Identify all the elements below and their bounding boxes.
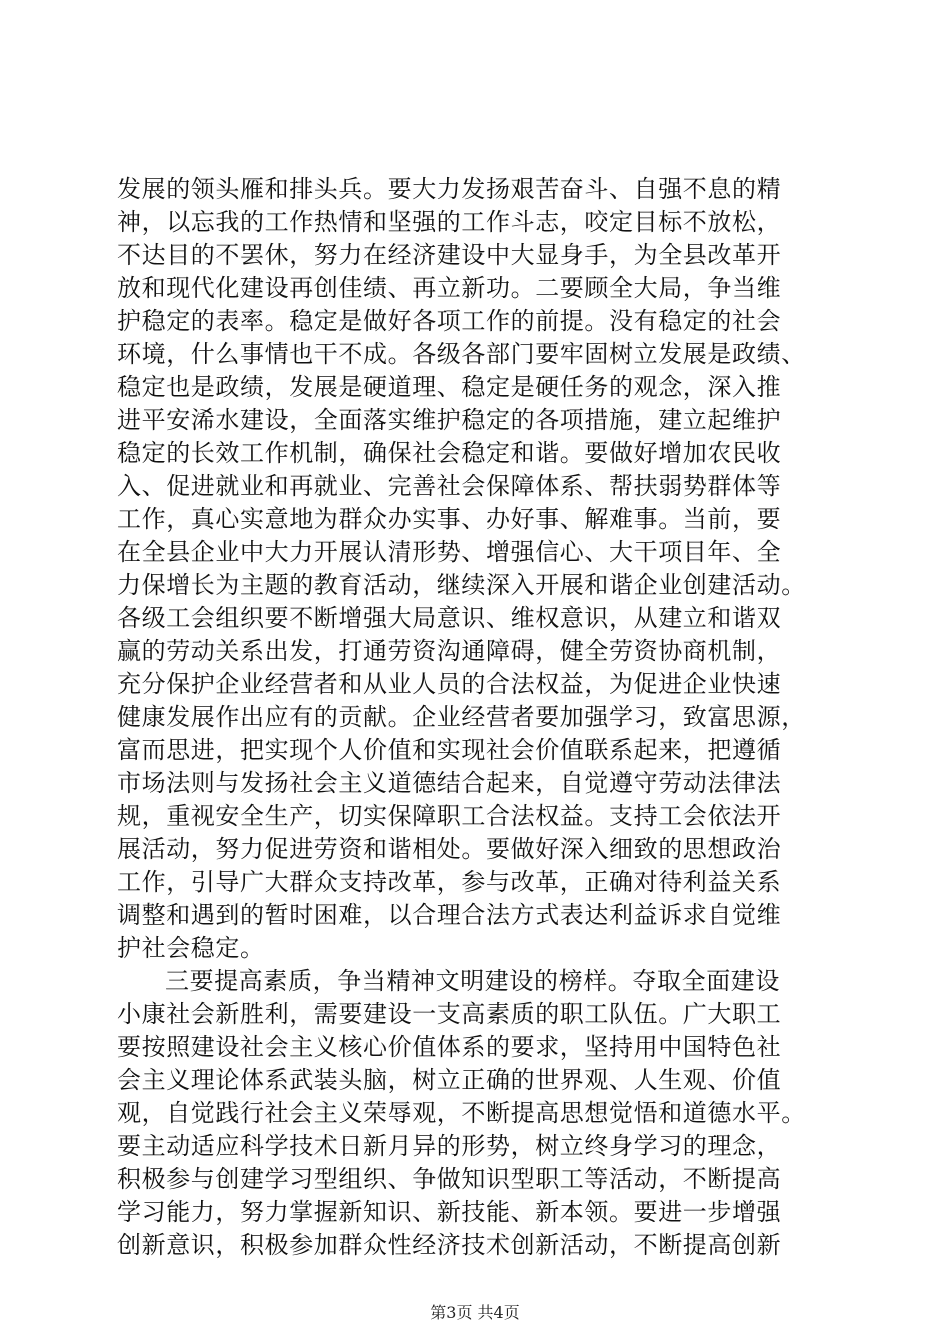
text-line: 展活动，努力促进劳资和谐相处。要做好深入细致的思想政治 — [117, 835, 782, 863]
text-line: 创新意识，积极参加群众性经济技术创新活动，不断提高创新 — [117, 1231, 782, 1259]
document-body — [117, 173, 855, 1262]
paragraph-start-line: 三要提高素质，争当精神文明建设的榜样。夺取全面建设 — [165, 967, 780, 995]
text-line: 要按照建设社会主义核心价值体系的要求，坚持用中国特色社 — [117, 1033, 782, 1061]
text-line: 稳定的长效工作机制，确保社会稳定和谐。要做好增加农民收 — [117, 439, 782, 467]
text-line: 护社会稳定。 — [117, 934, 265, 962]
text-line: 神，以忘我的工作热情和坚强的工作斗志，咬定目标不放松， — [117, 208, 782, 236]
text-line: 放和现代化建设再创佳绩、再立新功。二要顾全大局，争当维 — [117, 274, 782, 302]
text-line: 在全县企业中大力开展认清形势、增强信心、大干项目年、全 — [117, 538, 782, 566]
text-line: 护稳定的表率。稳定是做好各项工作的前提。没有稳定的社会 — [117, 307, 782, 335]
text-line: 规，重视安全生产，切实保障职工合法权益。支持工会依法开 — [117, 802, 782, 830]
text-line: 环境，什么事情也干不成。各级各部门要牢固树立发展是政绩、 — [117, 340, 806, 368]
text-line: 赢的劳动关系出发，打通劳资沟通障碍，健全劳资协商机制， — [117, 637, 782, 665]
text-line: 积极参与创建学习型组织、争做知识型职工等活动，不断提高 — [117, 1165, 782, 1193]
text-line: 会主义理论体系武装头脑，树立正确的世界观、人生观、价值 — [117, 1066, 782, 1094]
text-line: 健康发展作出应有的贡献。企业经营者要加强学习，致富思源， — [117, 703, 806, 731]
text-line: 充分保护企业经营者和从业人员的合法权益，为促进企业快速 — [117, 670, 782, 698]
text-line: 工作，真心实意地为群众办实事、办好事、解难事。当前，要 — [117, 505, 782, 533]
text-line: 观，自觉践行社会主义荣辱观，不断提高思想觉悟和道德水平。 — [117, 1099, 806, 1127]
text-line: 力保增长为主题的教育活动，继续深入开展和谐企业创建活动。 — [117, 571, 806, 599]
text-line: 不达目的不罢休，努力在经济建设中大显身手，为全县改革开 — [117, 241, 782, 269]
page-number-footer: 第3页 共4页 — [430, 1303, 520, 1322]
text-line: 富而思进，把实现个人价值和实现社会价值联系起来，把遵循 — [117, 736, 782, 764]
text-line: 入、促进就业和再就业、完善社会保障体系、帮扶弱势群体等 — [117, 472, 782, 500]
text-line: 小康社会新胜利，需要建设一支高素质的职工队伍。广大职工 — [117, 1000, 782, 1028]
text-line: 各级工会组织要不断增强大局意识、维权意识，从建立和谐双 — [117, 604, 782, 632]
text-line: 发展的领头雁和排头兵。要大力发扬艰苦奋斗、自强不息的精 — [117, 175, 782, 203]
text-line: 市场法则与发扬社会主义道德结合起来，自觉遵守劳动法律法 — [117, 769, 782, 797]
text-line: 学习能力，努力掌握新知识、新技能、新本领。要进一步增强 — [117, 1198, 782, 1226]
text-line: 工作，引导广大群众支持改革，参与改革，正确对待利益关系 — [117, 868, 782, 896]
text-line: 稳定也是政绩，发展是硬道理、稳定是硬任务的观念，深入推 — [117, 373, 782, 401]
text-line: 要主动适应科学技术日新月异的形势，树立终身学习的理念， — [117, 1132, 782, 1160]
text-line: 调整和遇到的暂时困难，以合理合法方式表达利益诉求自觉维 — [117, 901, 782, 929]
text-line: 进平安浠水建设，全面落实维护稳定的各项措施，建立起维护 — [117, 406, 782, 434]
